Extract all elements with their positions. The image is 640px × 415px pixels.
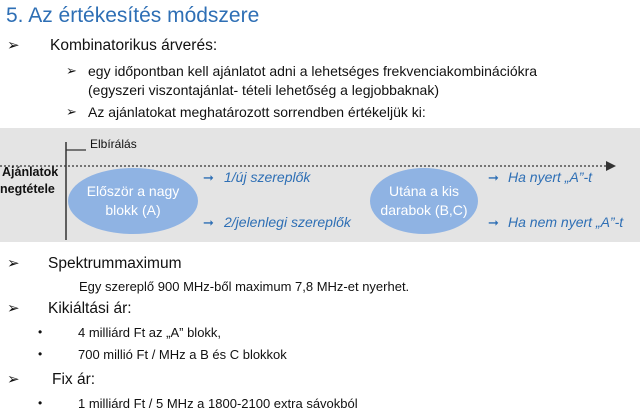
section-heading-fixed-price: Fix ár: [52, 371, 96, 388]
arrow-bullet-icon: ➢ [7, 371, 20, 388]
sub-item-line1: egy időpontban kell ajánlatot adni a lehetséges frekvenciakombinációkra [88, 63, 538, 79]
outcome-not-won-a: Ha nem nyert „A”-t [508, 214, 624, 230]
sub-item-line2: (egyszeri viszontajánlat- tételi lehetőség a legjobbaknak) [88, 82, 439, 98]
price-item: 700 millió Ft / MHz a B és C blokkok [78, 347, 287, 362]
outcome-new-players: 1/új szereplők [224, 169, 311, 185]
fixed-price-item: 1 milliárd Ft / 5 MHz a 1800-2100 extra sávokból [78, 396, 358, 411]
timeline-arrowhead [606, 161, 616, 171]
sub-item-order: Az ajánlatokat meghatározott sorrendben értékeljük ki: [88, 104, 426, 120]
outcome-arrow-icon: ➞ [488, 215, 499, 230]
arrow-bullet-icon: ➢ [7, 37, 20, 54]
outcome-won-a: Ha nyert „A”-t [508, 169, 593, 185]
timeline-label: Elbírálás [90, 137, 137, 151]
dot-bullet-icon: • [38, 347, 43, 361]
section-heading-spectrum-max: Spektrummaximum [48, 255, 182, 272]
ellipse-large-block: Először a nagy blokk (A) [68, 168, 198, 234]
ellipse-small-blocks: Utána a kis darabok (B,C) [370, 168, 478, 234]
left-label-line2: negtétele [0, 182, 55, 196]
outcome-arrow-icon: ➞ [203, 170, 214, 185]
page-title: 5. Az értékesítés módszere [6, 4, 260, 27]
evaluation-diagram [0, 128, 640, 242]
outcome-arrow-icon: ➞ [203, 215, 214, 230]
left-label-line1: Ajánlatok [2, 165, 59, 179]
price-item: 4 milliárd Ft az „A” blokk, [78, 325, 222, 340]
outcome-current-players: 2/jelenlegi szereplők [224, 214, 351, 230]
arrow-bullet-icon: ➢ [7, 300, 20, 317]
spectrum-max-text: Egy szereplő 900 MHz-ből maximum 7,8 MHz-et nyerhet. [79, 279, 410, 294]
outcome-arrow-icon: ➞ [488, 170, 499, 185]
section-heading-starting-price: Kikiáltási ár: [48, 300, 132, 317]
arrow-bullet-icon: ➢ [7, 255, 20, 272]
dot-bullet-icon: • [38, 396, 43, 410]
section-heading-auction: Kombinatorikus árverés: [50, 37, 218, 54]
arrow-bullet-icon: ➢ [66, 104, 77, 119]
dot-bullet-icon: • [38, 325, 43, 339]
arrow-bullet-icon: ➢ [66, 63, 77, 78]
